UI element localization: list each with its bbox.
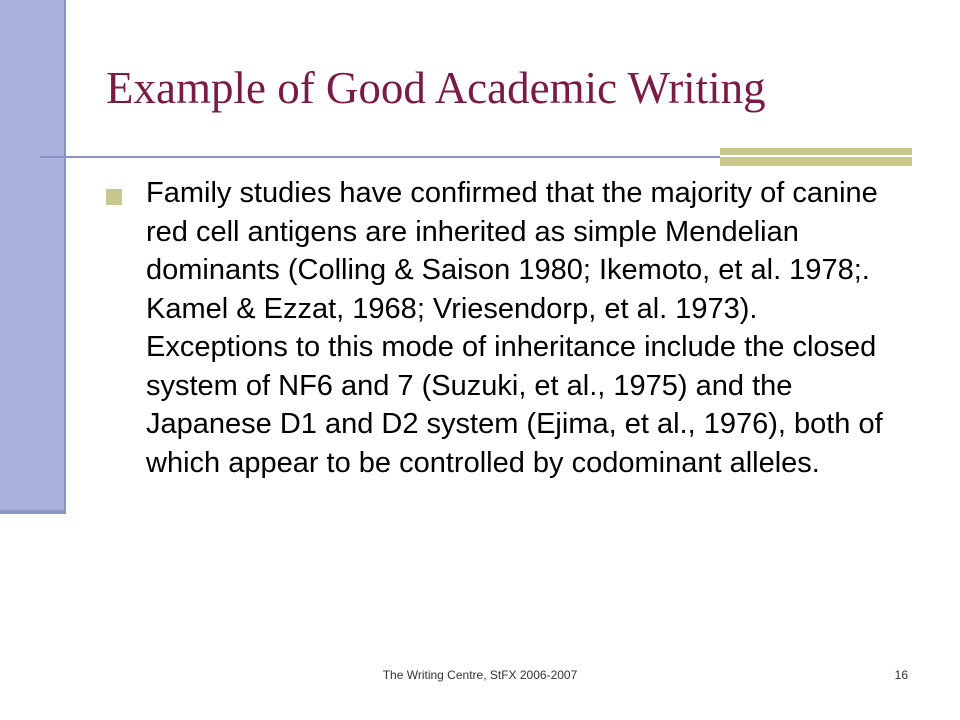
title-divider [40, 156, 720, 158]
accent-bar [720, 148, 912, 166]
bullet-item [104, 174, 904, 482]
bullet-text: Family studies have confirmed that the majority of canine red cell antigens are inherited as simple Mendelian dominants (Colling & Saison 1980; Ikemoto, et al. 1978;. Kamel & Ezzat, 1968; Vriesendorp, et al. 1973). Exceptions to this mode of inheritance include the closed system of NF6 and 7 (Suzuki, et al., 1975) and the Japanese D1 and D2 system (Ejima, et al., 1976), both of which appear to be controlled by codominant alleles. [146, 177, 883, 479]
page-number: 16 [894, 668, 908, 682]
left-decorative-bar [0, 0, 66, 512]
left-bar-shadow [0, 510, 66, 514]
bullet-list [104, 174, 904, 482]
slide-title: Example of Good Academic Writing [106, 63, 766, 113]
square-bullet-icon [106, 189, 122, 205]
accent-bar-line [720, 155, 912, 157]
footer-text: The Writing Centre, StFX 2006-2007 [382, 668, 578, 682]
